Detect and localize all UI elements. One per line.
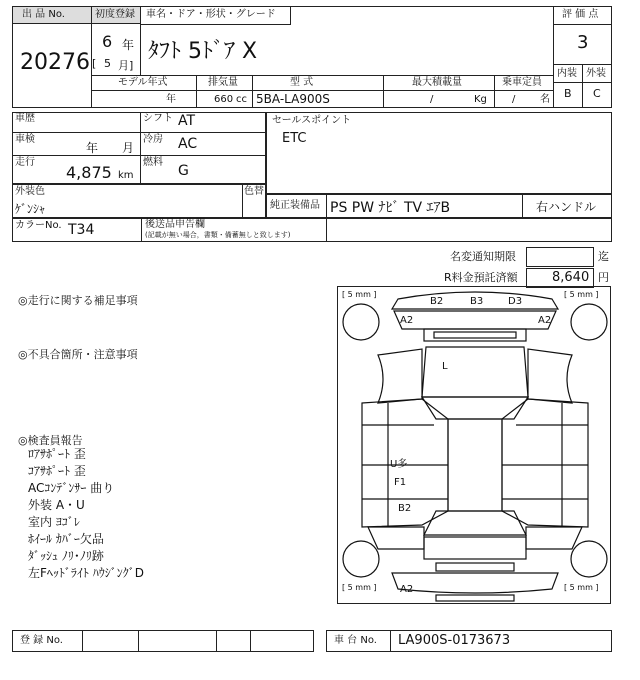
reg-div-1 [82, 630, 83, 652]
inspection-label: 車検 [15, 134, 35, 145]
repaint-label: 色替 [244, 186, 264, 197]
shift: AT [178, 113, 196, 129]
report-item: 外装 A・U [28, 498, 85, 512]
first-reg-year-unit: 年 [122, 38, 135, 52]
spec-div-2 [252, 75, 253, 108]
reg-div-4 [250, 630, 251, 652]
mark-a2-front-left: A2 [400, 315, 414, 326]
color-box [12, 184, 266, 218]
reg-div-3 [216, 630, 217, 652]
recycle-amount: 8,640 [552, 270, 590, 285]
tyre-rear-left [343, 541, 379, 577]
rear-div [326, 218, 327, 242]
load-unit: Kg [474, 94, 487, 105]
model-year-unit: 年 [166, 94, 176, 105]
history-label: 車歴 [15, 113, 35, 124]
first-reg-month-unit: 月] [118, 59, 134, 72]
score: 3 [577, 32, 589, 53]
inspector-report-title: ◎検査員報告 [18, 434, 83, 447]
front-grille [424, 329, 526, 341]
tyre-front-right [571, 304, 607, 340]
type-label: 型 式 [290, 77, 314, 88]
report-item: ﾎｲｰﾙ ｶﾊﾞｰ欠品 [28, 532, 104, 546]
spec-div-3 [383, 75, 384, 108]
roof [448, 419, 502, 511]
spec-row-line [91, 90, 554, 91]
score-split-vline [582, 64, 583, 108]
tyre-front-left [343, 304, 379, 340]
details-line-1 [12, 132, 266, 133]
first-reg-year: 6 [102, 32, 113, 51]
details-div [140, 112, 141, 184]
interior-label: 内装 [557, 68, 577, 79]
rear-lamp [436, 595, 514, 601]
equipment: PS PW ﾅﾋﾞ TV ｴｱB [330, 200, 451, 216]
inspector-report-list [28, 446, 144, 582]
first-reg-month: 5 [104, 57, 111, 70]
tyre-depth-rear-right: [ 5 mm ] [564, 583, 599, 592]
mileage: 4,875 [66, 163, 112, 182]
mark-b2-side: B2 [398, 503, 412, 514]
report-item: ｺｱｻﾎﾟｰﾄ 歪 [28, 464, 86, 478]
ac-label: 冷房 [143, 134, 163, 145]
rear-fender-left [368, 527, 424, 549]
spec-div-4 [494, 75, 495, 108]
mileage-unit: km [118, 170, 134, 181]
tax-unit: 迄 [598, 250, 609, 263]
rear-note: (記載が無い場合，書類・備蓄無しと致します) [145, 231, 291, 239]
mark-f1: F1 [394, 477, 407, 488]
first-reg-label: 初度登録 [95, 9, 135, 20]
tyre-depth-front-right: [ 5 mm ] [564, 290, 599, 299]
mileage-label: 走行 [15, 157, 35, 168]
report-item: ﾛｱｻﾎﾟｰﾄ 歪 [28, 447, 86, 461]
exterior-label: 外装 [586, 68, 606, 79]
tax-label: 名変通知期限 [450, 250, 516, 263]
lot-label: 出 品 No. [22, 9, 65, 20]
capacity-slash: / [512, 94, 516, 105]
front-grille-inner [434, 332, 516, 338]
equipment-label: 純正装備品 [270, 200, 320, 211]
displacement-unit: cc [236, 94, 247, 105]
tax-field [526, 247, 594, 267]
exterior-grade: C [593, 87, 601, 100]
car-name-label: 車名・ドア・形状・グレード [146, 9, 276, 20]
car-name-label-line [140, 24, 290, 25]
report-item: 左Fﾍｯﾄﾞﾗｲﾄ ﾊｳｼﾞﾝｸﾞD [28, 566, 144, 580]
capacity-label: 乗車定員 [502, 77, 542, 88]
defect-notes-title: ◎不具合箇所・注意事項 [18, 348, 138, 361]
mark-b2-front: B2 [430, 296, 444, 307]
fuel-label: 燃料 [143, 157, 163, 168]
color-div [242, 184, 243, 218]
equipment-div-2 [522, 194, 523, 218]
reg-div-2 [138, 630, 139, 652]
report-item: ACｺﾝﾃﾞﾝｻｰ 曲り [28, 481, 115, 495]
score-label-line [553, 24, 612, 25]
equipment-div-1 [326, 194, 327, 218]
lot-number: 20276 [20, 50, 90, 75]
tyre-depth-rear-left: [ 5 mm ] [342, 583, 377, 592]
mark-b3-front: B3 [470, 296, 484, 307]
chassis-number: LA900S-0173673 [398, 633, 511, 648]
spec-div-1 [196, 75, 197, 108]
fuel: G [178, 163, 189, 179]
drive-notes-title: ◎走行に関する補足事項 [18, 294, 138, 307]
interior-grade: B [564, 87, 572, 100]
inspection-month: 月 [122, 141, 135, 155]
report-item: ﾀﾞｯｼｭ ﾉﾘ･ﾉﾘ跡 [28, 549, 104, 563]
body-color: ｹﾞﾝｼｬ [15, 202, 46, 216]
mark-u-many: U多 [390, 459, 408, 470]
front-fender-left [378, 349, 422, 403]
sales-point: ETC [282, 131, 307, 146]
front-fender-right [528, 349, 572, 403]
capacity-unit: 名 [540, 94, 550, 105]
rear-plate [436, 563, 514, 571]
tyre-depth-front-left: [ 5 mm ] [342, 290, 377, 299]
load-slash: / [430, 94, 434, 105]
rear-bumper [392, 573, 558, 593]
rear-window [424, 511, 526, 535]
color-no: T34 [68, 222, 95, 238]
color-no-label: カラーNo. [15, 220, 62, 231]
details-box [12, 112, 266, 184]
displacement: 660 [214, 94, 234, 105]
hood [422, 347, 528, 397]
registration-label: 登 録 No. [20, 635, 63, 646]
front-panel [394, 311, 556, 329]
recycle-label: R料金預託済額 [444, 271, 518, 284]
windshield [422, 397, 528, 419]
model-type: 5BA-LA900S [256, 92, 330, 106]
tyre-rear-right [571, 541, 607, 577]
mark-a2-front-right: A2 [538, 315, 552, 326]
details-line-2 [12, 155, 266, 156]
chassis-label: 車 台 No. [334, 635, 377, 646]
car-outline [338, 287, 612, 605]
inspection-year: 年 [86, 141, 99, 155]
shift-label: シフト [143, 113, 173, 124]
rear-fender-right [526, 527, 582, 549]
mark-l: L [442, 361, 448, 372]
mark-d3-front: D3 [508, 296, 523, 307]
rear-panel [424, 537, 526, 559]
color-label: 外装色 [15, 186, 45, 197]
first-reg-month-open: [ [92, 57, 97, 70]
sales-label: セールスポイント [272, 115, 352, 126]
ac: AC [178, 136, 198, 152]
car-name: ﾀﾌﾄ 5ﾄﾞｱ X [148, 39, 258, 64]
report-item: 室内 ﾖｺﾞﾚ [28, 515, 80, 529]
grade-line [553, 82, 612, 83]
recycle-unit: 円 [598, 271, 609, 284]
score-label: 評 価 点 [562, 9, 599, 20]
displacement-label: 排気量 [208, 77, 238, 88]
car-name-label-vline [290, 6, 291, 25]
load-label: 最大積載量 [412, 77, 462, 88]
model-year-label: モデル年式 [118, 77, 168, 88]
car-diagram [337, 286, 611, 604]
mark-a2-rear: A2 [400, 584, 414, 595]
handle-side: 右ハンドル [536, 200, 597, 214]
chassis-div [390, 630, 391, 652]
rear-label: 後送品申告欄 [145, 219, 205, 230]
